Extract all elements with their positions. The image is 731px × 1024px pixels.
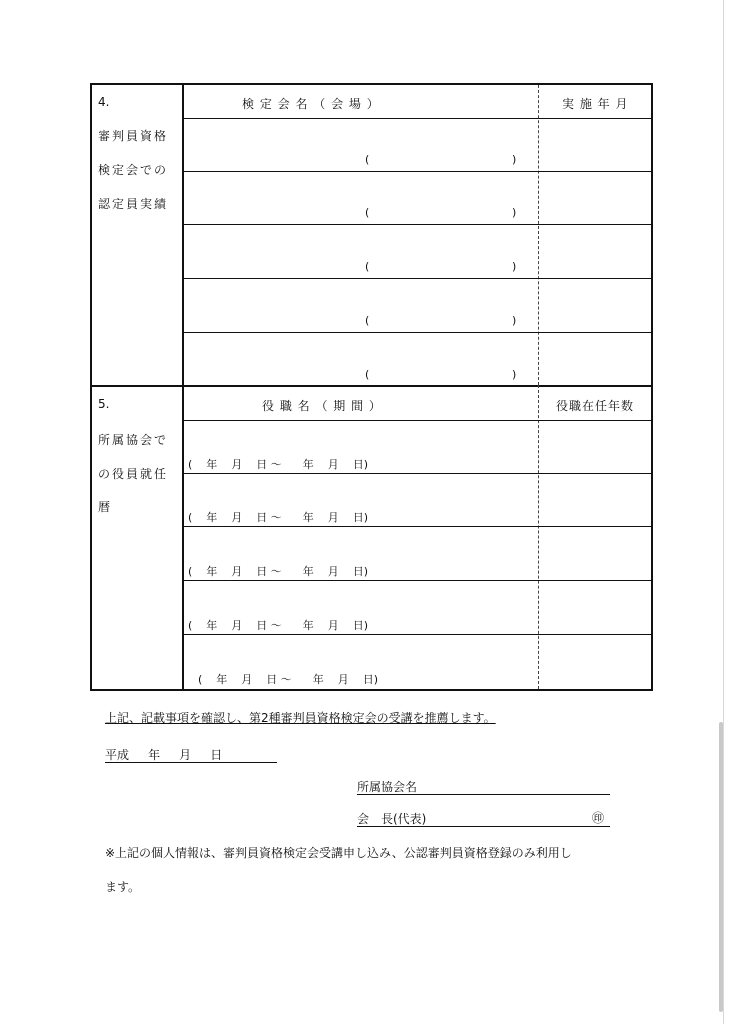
recommendation-statement: 上記、記載事項を確認し、第2種審判員資格検定会の受講を推薦します。 — [105, 711, 496, 725]
section4-row-rule — [182, 171, 651, 172]
section5-top-rule — [182, 385, 651, 387]
section4-column-divider — [538, 85, 539, 385]
row3-open-paren: ( — [365, 260, 370, 273]
row2-open-paren: ( — [365, 206, 370, 219]
row4-open-paren: ( — [365, 314, 370, 327]
date-underline — [105, 762, 277, 763]
section4-number: 4. — [98, 95, 110, 109]
section4-label-line1: 審判員資格 — [98, 129, 169, 143]
section5-header-rule — [182, 420, 651, 421]
chairman-underline — [357, 826, 610, 827]
section5-label-line2: の役員就任 — [98, 467, 169, 481]
certification-record-table — [90, 83, 653, 387]
seal-mark: ㊞ — [592, 811, 605, 825]
row1-open-paren: ( — [365, 153, 370, 166]
section4-row-rule — [182, 332, 651, 333]
vertical-scrollbar[interactable] — [719, 722, 723, 1012]
section5-number: 5. — [98, 397, 110, 411]
row5-close-paren: ) — [512, 368, 517, 381]
row4-close-paren: ) — [512, 314, 517, 327]
section5-role-header: 役 職 名 （ 期 間 ） — [262, 399, 382, 413]
officer-history-table — [90, 385, 653, 691]
section5-row-rule — [182, 634, 651, 635]
officer-row1-dates: ( 年 月 日 ～ 年 月 日) — [188, 458, 368, 471]
privacy-notice-line2: ます。 — [105, 880, 141, 894]
section4-row-rule — [182, 224, 651, 225]
section5-label-cell — [92, 385, 184, 689]
officer-row5-dates: ( 年 月 日 ～ 年 月 日) — [198, 673, 378, 686]
section4-date-header: 実 施 年 月 — [562, 97, 629, 111]
section5-column-divider — [538, 385, 539, 689]
section4-name-header: 検 定 会 名 （ 会 場 ） — [242, 97, 380, 111]
chairman-label: 会 長(代表) — [357, 812, 427, 826]
row5-open-paren: ( — [365, 368, 370, 381]
section5-row-rule — [182, 526, 651, 527]
row1-close-paren: ) — [512, 153, 517, 166]
row2-close-paren: ) — [512, 206, 517, 219]
section5-row-rule — [182, 473, 651, 474]
privacy-notice-line1: ※上記の個人情報は、審判員資格検定会受講申し込み、公認審判員資格登録のみ利用し — [105, 846, 572, 860]
section5-years-header: 役職在任年数 — [556, 399, 635, 413]
section5-label-line1: 所属協会で — [98, 433, 169, 447]
date-line: 平成 年 月 日 — [105, 748, 223, 762]
officer-row2-dates: ( 年 月 日 ～ 年 月 日) — [188, 511, 368, 524]
section4-label-line2: 検定会での — [98, 163, 169, 177]
section4-header-rule — [182, 118, 651, 119]
officer-row4-dates: ( 年 月 日 ～ 年 月 日) — [188, 619, 368, 632]
section4-label-cell — [92, 85, 184, 385]
officer-row3-dates: ( 年 月 日 ～ 年 月 日) — [188, 565, 368, 578]
section4-row-rule — [182, 278, 651, 279]
section5-row-rule — [182, 580, 651, 581]
section4-label-line3: 認定員実績 — [98, 197, 169, 211]
association-name-label: 所属協会名 — [357, 780, 418, 794]
row3-close-paren: ) — [512, 260, 517, 273]
section5-label-line3: 暦 — [98, 500, 113, 514]
association-name-underline — [357, 794, 610, 795]
